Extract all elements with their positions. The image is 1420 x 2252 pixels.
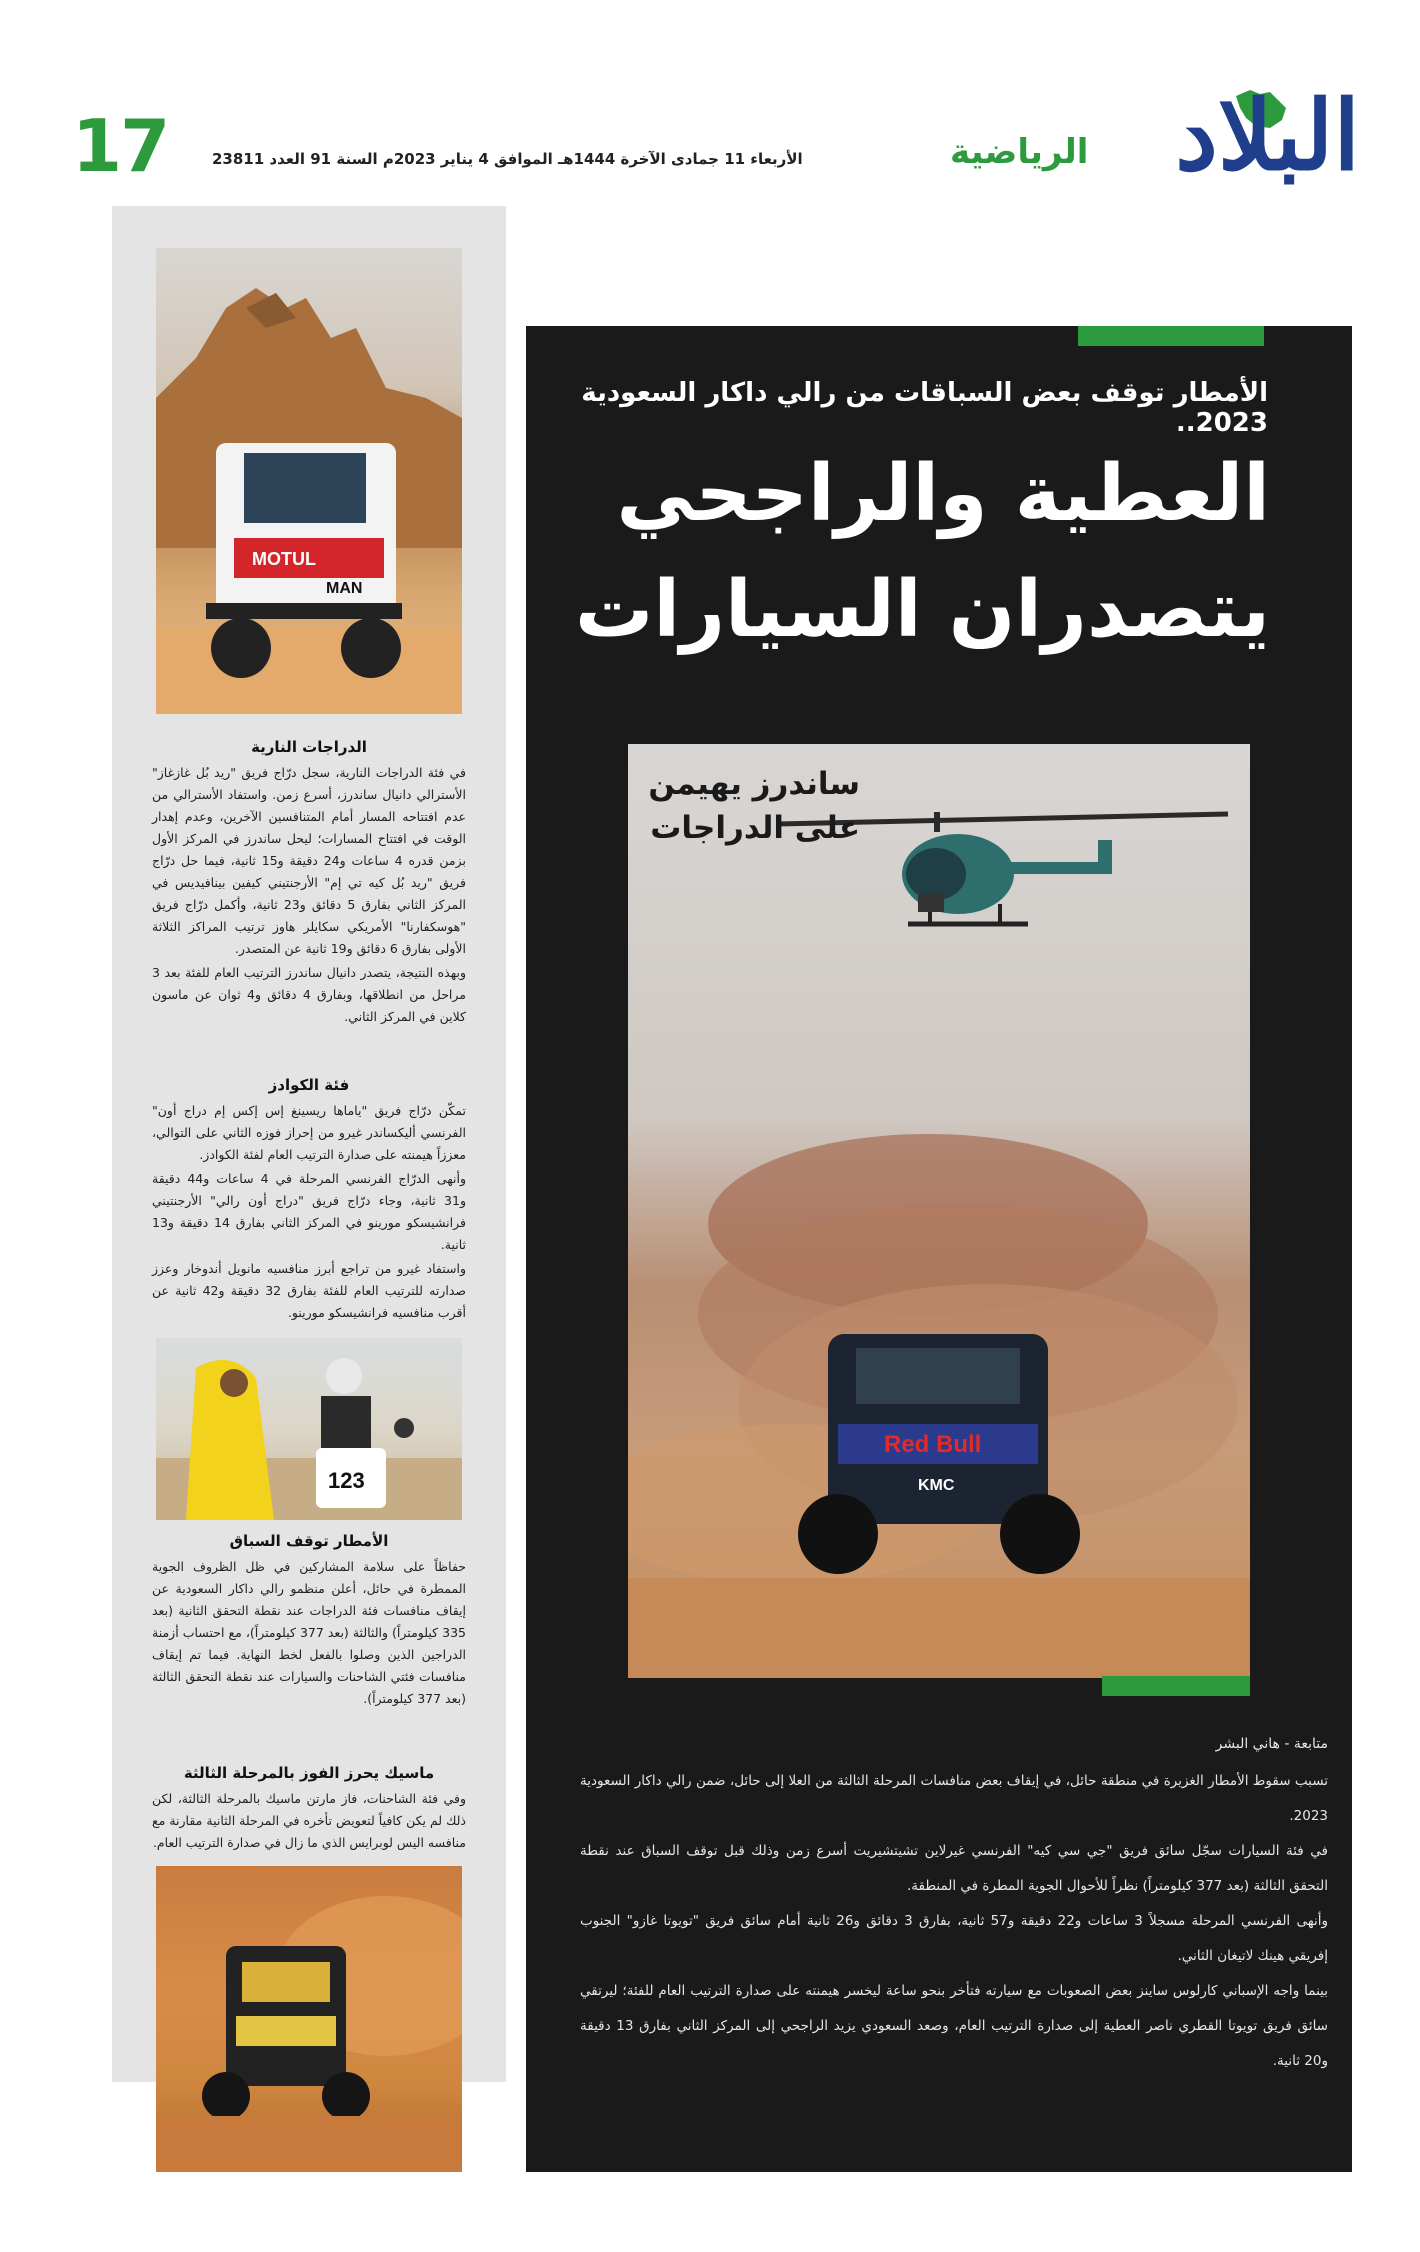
truck-photo bbox=[156, 248, 462, 714]
truck-brand-man: MAN bbox=[326, 580, 363, 597]
accent-bar-top bbox=[1078, 326, 1264, 346]
buggy-sponsor: KMC bbox=[918, 1477, 955, 1494]
sidebar-heading: الدراجات النارية bbox=[251, 738, 367, 756]
article-paragraph: تسبب سقوط الأمطار الغزيرة في منطقة حائل، في إيقاف بعض منافسات المرحلة الثالثة من العلا إلى حائل، ضمن رالي داكار السعودية 2023. bbox=[580, 1773, 1328, 1824]
headline-line-1: العطية والراجحي bbox=[616, 449, 1270, 539]
sidebar-section-rain bbox=[152, 1532, 466, 1712]
sidebar-paragraph: وأنهى الدرّاج الفرنسي المرحلة في 4 ساعات و44 دقيقة و31 ثانية، وجاء درّاج فريق "دراج أون رالي" الأرجنتيني فرانشيسكو مورينو في المركز الثاني بفارق 14 دقيقة و13 ثانية. bbox=[152, 1171, 467, 1252]
sidebar-heading: الأمطار توقف السباق bbox=[229, 1532, 389, 1550]
accent-bar-photo bbox=[1102, 1676, 1250, 1696]
dateline: الأربعاء 11 جمادى الآخرة 1444هـ الموافق 4 يناير 2023م السنة 91 العدد 23811 bbox=[212, 150, 803, 168]
quad-race-number: 123 bbox=[328, 1468, 365, 1493]
rain-riders-photo bbox=[156, 1338, 462, 1520]
headline-line-2: يتصدران السيارات bbox=[575, 565, 1270, 655]
sidebar-paragraph: وفي فئة الشاحنات، فاز مارتن ماسيك بالمرحلة الثالثة، لكن ذلك لم يكن كافياً لتعويض تأخره في المرحلة الثانية مقارنة مع منافسه اليس لوبرايس الذي ما زال في صدارة الترتيب العام. bbox=[152, 1791, 466, 1850]
sidebar-section-trucks bbox=[152, 1764, 466, 1856]
article-paragraph: بينما واجه الإسباني كارلوس ساينز بعض الصعوبات مع سيارته فتأخر بنحو ساعة ليخسر هيمنته على صدارة الترتيب العام للفئة؛ ليرتقي سائق فريق تويوتا القطري ناصر العطية إلى صدارة الترتيب العام، وصعد السعودي يزيد الراجحي إلى المركز الثاني بفارق 13 دقيقة و20 ثانية. bbox=[580, 1983, 1328, 2069]
sidebar-section-motorbikes bbox=[152, 738, 466, 1030]
buggy-photo bbox=[156, 1866, 462, 2172]
sidebar-heading: ماسيك يحرز الفوز بالمرحلة الثالثة bbox=[183, 1764, 435, 1782]
photo-caption bbox=[646, 762, 860, 850]
logo-wordmark: البلاد bbox=[1175, 79, 1360, 192]
article-paragraph: وأنهى الفرنسي المرحلة مسجلاً 3 ساعات و22 دقيقة و57 ثانية، بفارق 3 دقائق و26 ثانية أمام سائق فريق "تويوتا غازو" الجنوب إفريقي هينك لاتيغان الثاني. bbox=[580, 1913, 1328, 1964]
truck-illustration bbox=[156, 248, 462, 714]
newspaper-logo bbox=[1112, 79, 1360, 194]
sidebar-paragraph: حفاظاً على سلامة المشاركين في ظل الظروف الجوية الممطرة في حائل، أعلن منظمو رالي داكار السعودية عن إيقاف منافسات فئة الدراجات عند نقطة التحقق الثانية (بعد 335 كيلومتراً) والثالثة (بعد 377 كيلومتراً)، مع احتساب أزمنة الدراجين الذين وصلوا بالفعل لخط النهاية. فيما تم إيقاف منافسات فئتي الشاحنات والسيارات عند نقطة التحقق الثالثة (بعد 377 كيلومتراً). bbox=[152, 1559, 466, 1706]
article-headline bbox=[560, 436, 1270, 668]
buggy-brand: Red Bull bbox=[884, 1431, 982, 1458]
sidebar-heading: فئة الكوادز bbox=[268, 1076, 350, 1094]
main-photo bbox=[628, 744, 1250, 1678]
riders-illustration bbox=[156, 1338, 462, 1520]
sidebar-paragraph: واستفاد غيرو من تراجع أبرز منافسيه مانويل أندوخار وعزز صدارته للترتيب العام للفئة بفارق 32 دقيقة و42 ثانية عن أقرب منافسيه فرانشيسكو مورينو. bbox=[152, 1261, 466, 1320]
article-kicker: الأمطار توقف بعض السباقات من رالي داكار السعودية 2023.. bbox=[581, 378, 1268, 438]
section-name: الرياضية bbox=[950, 132, 1089, 172]
sidebar-paragraph: في فئة الدراجات النارية، سجل درّاج فريق "ريد بُل غازغاز" الأسترالي دانيال ساندرز، أسرع زمن. واستفاد الأسترالي من عدم افتتاحه المسار أمام المتنافسين الآخرين، وعدم إهدار الوقت في افتتاح المسارات؛ ليحل ساندرز في المركز الأول بزمن قدره 4 ساعات و24 دقيقة و15 ثانية، فيما حل درّاج فريق "ريد بُل كيه تي إم" الأرجنتيني كيفين بينافيديس في المركز الثاني بفارق 5 دقائق و23 ثانية، وأكمل درّاج فريق "هوسكفارنا" الأمريكي سكايلر هاوز ترتيب المراكز الثلاثة الأولى بفارق 6 دقائق و19 ثانية عن المتصدر. bbox=[152, 765, 466, 956]
buggy-illustration bbox=[156, 1866, 462, 2172]
photo-caption-line-1: ساندرز يهيمن bbox=[648, 766, 860, 802]
helicopter-buggy-illustration bbox=[628, 744, 1250, 1678]
article-paragraph: في فئة السيارات سجّل سائق فريق "جي سي كيه" الفرنسي غيرلاين تشيتشيريت أسرع زمن وذلك قبل توقف السباق عند نقطة التحقق الثالثة (بعد 377 كيلومتراً) نظراً للأحوال الجوية المطرة في المنطقة. bbox=[580, 1843, 1328, 1894]
photo-caption-line-2: على الدراجات bbox=[650, 810, 860, 846]
sidebar-paragraph: تمكّن درّاج فريق "ياماها ريسينغ إس إكس إم دراج أون" الفرنسي أليكساندر غيرو من إحراز فوزه الثاني على التوالي، معززاً هيمنته على صدارة الترتيب العام لفئة الكوادز. bbox=[152, 1103, 466, 1162]
sidebar-paragraph: وبهذه النتيجة، يتصدر دانيال ساندرز الترتيب العام للفئة بعد 3 مراحل من انطلاقها، وبفارق 4 دقائق و4 ثوان عن ماسون كلاين في المركز الثاني. bbox=[152, 965, 466, 1024]
truck-brand-motul: MOTUL bbox=[252, 549, 316, 569]
article-byline: متابعة - هاني البشر bbox=[1215, 1736, 1328, 1752]
article-body bbox=[580, 1764, 1328, 2079]
sidebar-section-quads bbox=[152, 1076, 466, 1326]
page-number: 17 bbox=[72, 104, 169, 188]
